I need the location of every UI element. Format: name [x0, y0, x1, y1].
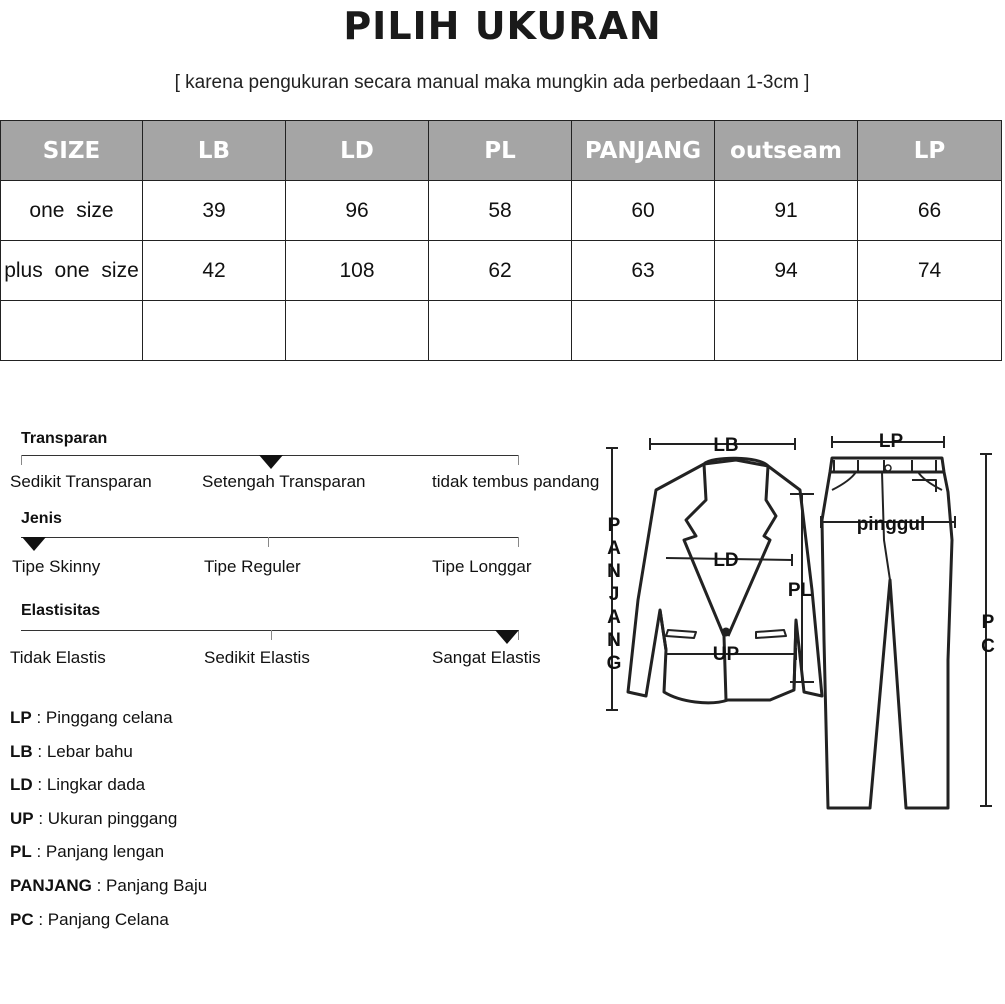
table-cell: 58	[429, 181, 572, 241]
abbreviation-legend	[10, 708, 207, 943]
legend-abbr: PL	[10, 842, 32, 862]
label-pl: PL	[787, 580, 813, 601]
label-panjang-letter: N	[607, 561, 621, 582]
label-lb: LB	[713, 435, 739, 456]
header-pl: PL	[429, 121, 572, 181]
header-ld: LD	[286, 121, 429, 181]
rating-title: Elastisitas	[21, 602, 101, 619]
rating-option: Tipe Reguler	[204, 557, 301, 576]
scale-tick	[268, 537, 269, 547]
label-lp: LP	[878, 431, 904, 452]
rating-option: Tidak Elastis	[10, 648, 106, 667]
table-row	[1, 241, 1002, 301]
pants-illustration	[822, 458, 952, 808]
legend-desc: : Lingkar dada	[32, 775, 146, 795]
label-pc-letter: C	[981, 636, 995, 657]
scale-line	[21, 537, 518, 538]
size-table	[0, 120, 1002, 361]
rating-option: Tipe Longgar	[432, 557, 532, 576]
table-row	[1, 181, 1002, 241]
label-panjang-letter: P	[607, 515, 621, 536]
page-title: PILIH UKURAN	[343, 4, 662, 48]
table-cell: 91	[715, 181, 858, 241]
label-panjang-letter: A	[607, 607, 621, 628]
header-lp: LP	[858, 121, 1002, 181]
legend-item	[10, 809, 207, 843]
legend-item	[10, 708, 207, 742]
table-cell: 63	[572, 241, 715, 301]
table-cell	[572, 301, 715, 361]
legend-desc: : Panjang Baju	[91, 875, 208, 895]
label-ld: LD	[713, 550, 739, 571]
table-cell: 62	[429, 241, 572, 301]
measurement-note: [ karena pengukuran secara manual maka mungkin ada perbedaan 1-3cm ]	[174, 72, 810, 93]
table-cell: 108	[286, 241, 429, 301]
table-cell	[715, 301, 858, 361]
legend-abbr: PANJANG	[10, 875, 92, 895]
legend-abbr: LP	[10, 708, 32, 727]
rating-option: Tipe Skinny	[12, 557, 101, 576]
selection-marker-icon	[495, 630, 519, 644]
table-cell: 74	[858, 241, 1002, 301]
label-panjang-letter: G	[606, 653, 622, 674]
table-cell: 39	[143, 181, 286, 241]
table-cell	[858, 301, 1002, 361]
header-outseam: outseam	[715, 121, 858, 181]
rating-transparency	[0, 428, 610, 498]
selection-marker-icon	[259, 455, 283, 469]
legend-desc: : Panjang Celana	[33, 909, 169, 929]
legend-desc: : Lebar bahu	[32, 741, 133, 761]
label-panjang-letter: N	[607, 630, 621, 651]
rating-title: Transparan	[21, 430, 108, 447]
rating-option: tidak tembus pandang	[432, 472, 600, 491]
legend-abbr: LD	[10, 775, 33, 795]
legend-desc: : Ukuran pinggang	[33, 808, 178, 828]
header-panjang: PANJANG	[572, 121, 715, 181]
header-size: SIZE	[1, 121, 143, 181]
table-cell: one size	[1, 181, 143, 241]
legend-item	[10, 775, 207, 809]
table-cell	[286, 301, 429, 361]
table-cell: 42	[143, 241, 286, 301]
table-row	[1, 301, 1002, 361]
legend-desc: : Panjang lengan	[31, 842, 165, 862]
legend-desc: : Pinggang celana	[31, 708, 173, 727]
table-cell	[429, 301, 572, 361]
scale-tick	[518, 455, 519, 465]
table-cell: 94	[715, 241, 858, 301]
table-cell: 60	[572, 181, 715, 241]
legend-abbr: UP	[10, 808, 34, 828]
rating-option: Sangat Elastis	[432, 648, 541, 667]
rating-elasticity	[0, 600, 610, 675]
legend-item	[10, 742, 207, 776]
legend-item	[10, 842, 207, 876]
legend-abbr: LB	[10, 741, 33, 761]
label-pc-letter: P	[981, 612, 995, 633]
rating-option: Setengah Transparan	[202, 472, 366, 491]
label-panjang-letter: A	[607, 538, 621, 559]
label-up: UP	[712, 644, 740, 665]
rating-option: Sedikit Elastis	[204, 648, 310, 667]
table-cell: 96	[286, 181, 429, 241]
table-header-row	[1, 121, 1002, 181]
scale-tick	[518, 537, 519, 547]
legend-item	[10, 910, 207, 944]
table-cell	[1, 301, 143, 361]
scale-line	[21, 630, 518, 631]
table-cell: plus one size	[1, 241, 143, 301]
header-lb: LB	[143, 121, 286, 181]
legend-item	[10, 876, 207, 910]
selection-marker-icon	[22, 537, 46, 551]
table-cell	[143, 301, 286, 361]
scale-tick	[271, 630, 272, 640]
rating-fit-type	[0, 508, 610, 578]
label-panjang-letter: J	[608, 584, 620, 605]
scale-tick	[21, 455, 22, 465]
label-pinggul: pinggul	[856, 514, 926, 535]
legend-abbr: PC	[10, 909, 34, 929]
table-cell: 66	[858, 181, 1002, 241]
rating-title: Jenis	[21, 510, 62, 527]
garment-measurement-diagram	[600, 420, 1005, 820]
rating-option: Sedikit Transparan	[10, 472, 152, 491]
